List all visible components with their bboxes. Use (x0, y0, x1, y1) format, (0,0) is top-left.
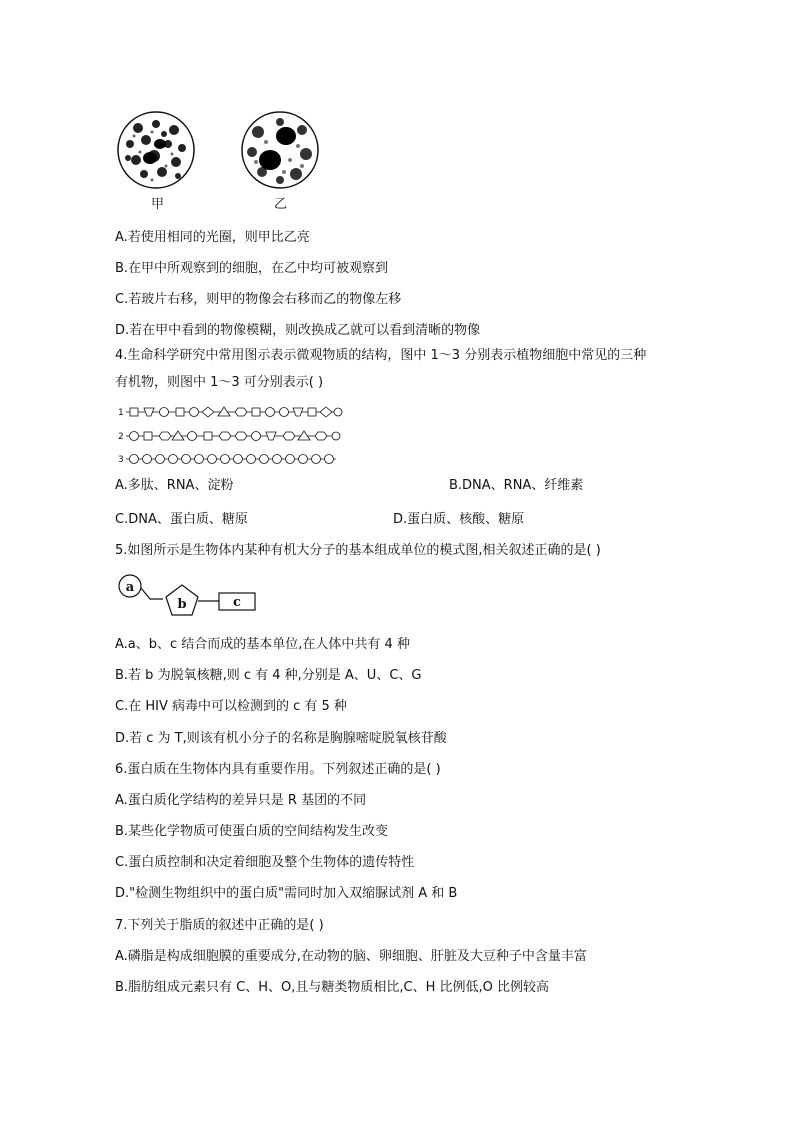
chain-label-3: 3 (118, 455, 124, 465)
q7-option-b: B.脂肪组成元素只有 C、H、O,且与糖类物质相比,C、H 比例低,O 比例较高 (115, 980, 550, 995)
nucleotide-label-a: a (125, 580, 135, 595)
q4-option-c: C.DNA、蛋白质、糖原 (115, 512, 248, 527)
figure-label-yi: 乙 (274, 197, 288, 212)
q4-option-b: B.DNA、RNA、纤维素 (449, 478, 584, 493)
chain-label-1: 1 (118, 408, 124, 418)
nucleotide-label-c: c (233, 595, 241, 610)
microscope-field-jia (116, 110, 196, 190)
q3-option-d: D.若在甲中看到的物像模糊，则改换成乙就可以看到清晰的物像 (115, 323, 481, 338)
microscope-field-yi (240, 110, 320, 190)
nucleotide-label-b: b (177, 597, 187, 612)
q4-stem-line1: 4.生命科学研究中常用图示表示微观物质的结构，图中 1～3 分别表示植物细胞中常见的三种 (115, 348, 647, 363)
q3-option-b: B.在甲中所观察到的细胞，在乙中均可被观察到 (115, 261, 389, 276)
q5-option-a: A.a、b、c 结合而成的基本单位,在人体中共有 4 种 (115, 637, 410, 652)
molecule-chains-figure (118, 403, 348, 463)
q6-option-d: D."检测生物组织中的蛋白质"需同时加入双缩脲试剂 A 和 B (115, 886, 458, 901)
q5-option-c: C.在 HIV 病毒中可以检测到的 c 有 5 种 (115, 699, 347, 714)
chain-label-2: 2 (118, 432, 124, 442)
q3-option-a: A.若使用相同的光圈，则甲比乙亮 (115, 230, 310, 245)
q4-stem-line2: 有机物，则图中 1～3 可分别表示( ) (115, 375, 324, 390)
figure-label-jia: 甲 (151, 197, 165, 212)
q6-stem: 6.蛋白质在生物体内具有重要作用。下列叙述正确的是( ) (115, 762, 441, 777)
q3-option-c: C.若玻片右移，则甲的物像会右移而乙的物像左移 (115, 292, 402, 307)
q6-option-c: C.蛋白质控制和决定着细胞及整个生物体的遗传特性 (115, 855, 415, 870)
nucleotide-diagram (116, 573, 266, 623)
q7-stem: 7.下列关于脂质的叙述中正确的是( ) (115, 918, 324, 933)
q4-option-d: D.蛋白质、核酸、糖原 (393, 512, 525, 527)
q5-stem: 5.如图所示是生物体内某种有机大分子的基本组成单位的模式图,相关叙述正确的是( ) (115, 543, 601, 558)
q7-option-a: A.磷脂是构成细胞膜的重要成分,在动物的脑、卵细胞、肝脏及大豆种子中含量丰富 (115, 949, 587, 964)
q5-option-b: B.若 b 为脱氧核糖,则 c 有 4 种,分别是 A、U、C、G (115, 668, 422, 683)
q6-option-a: A.蛋白质化学结构的差异只是 R 基团的不同 (115, 793, 367, 808)
q4-option-a: A.多肽、RNA、淀粉 (115, 478, 234, 493)
q5-option-d: D.若 c 为 T,则该有机小分子的名称是胸腺嘧啶脱氧核苷酸 (115, 731, 447, 746)
q6-option-b: B.某些化学物质可使蛋白质的空间结构发生改变 (115, 824, 389, 839)
